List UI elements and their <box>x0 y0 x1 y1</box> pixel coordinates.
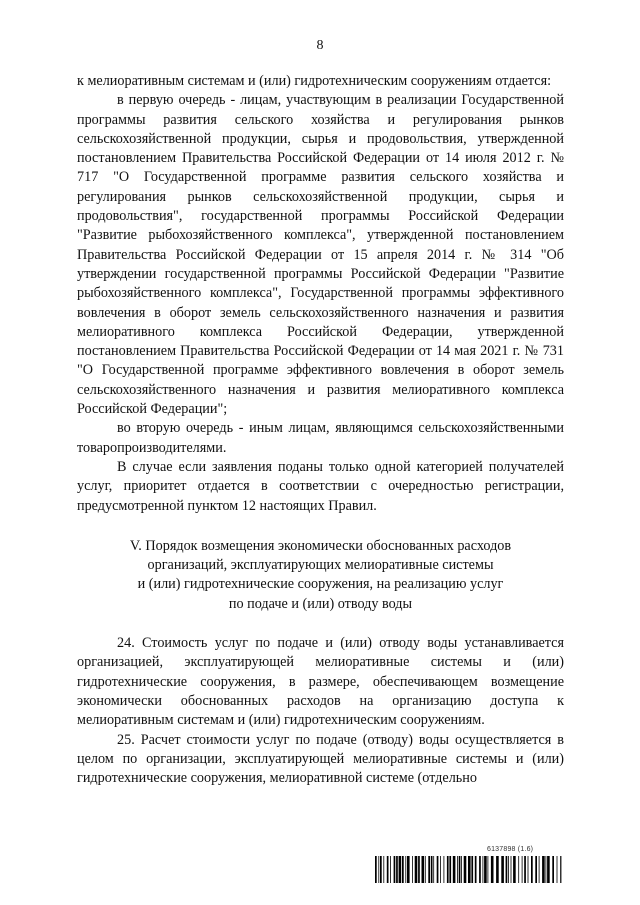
barcode-bar <box>431 856 433 883</box>
barcode-bar <box>399 856 402 883</box>
paragraph-item-24: 24. Стоимость услуг по подаче и (или) отводу воды устанавливается организацией, эксплуатирующей мелиоративные системы и (или) гидротехнические сооружения, в размере, обеспечивающем возмещение экономически обоснованных расходов на организацию доступа к мелиоративным системам и (или) гидротехническим сооружениям. <box>77 635 564 729</box>
section-heading-line: по подаче и (или) отводу воды <box>228 595 413 612</box>
barcode-bar <box>484 856 487 883</box>
section-heading-line: и (или) гидротехнические сооружения, на реализацию услуг <box>137 576 504 593</box>
barcode-bar <box>488 856 489 883</box>
barcode-bar <box>483 856 484 883</box>
paragraph-first-priority: в первую очередь - лицам, участвующим в реализации Государственной программы развития сельского хозяйства и регулирования рынков сельскохозяйственной продукции, сырья и продовольствия, утвержденной постановлением Правительства Российской Федерации от 14 июля 2012 г. № 717 "О Государственной программе развития сельского хозяйства и регулирования рынков сельскохозяйственной продукции, сырья и продовольствия", государственной программы Российской Федерации "Развитие рыбохозяйственного комплекса", утвержденной постановлением Правительства Российской Федерации от 15 апреля 2014 г. № 314 "Об утверждении государственной программы Российской Федерации "Развитие рыбохозяйственного комплекса", Государственной программы эффективного вовлечения в оборот земель сельскохозяйственного назначения и развития мелиоративного комплекса Российской Федерации, утвержденной постановлением Правительства Российской Федерации от 14 мая 2021 г. № 731 "О Государственной программе эффективного вовлечения в оборот земель сельскохозяйственного назначения и развития мелиоративного комплекса Российской Федерации"; <box>77 92 564 418</box>
barcode-bar <box>511 856 512 883</box>
barcode-bar <box>387 856 389 883</box>
paragraph-second-priority: во вторую очередь - иным лицам, являющимся сельскохозяйственными товаропроизводителями. <box>77 420 564 456</box>
barcode-bar <box>437 856 439 883</box>
barcode-bar <box>412 856 413 883</box>
barcode-bar <box>506 856 508 883</box>
barcode-bar <box>447 856 449 883</box>
barcode-bar <box>560 856 561 883</box>
barcode-bar <box>531 856 533 883</box>
barcode-bar <box>433 856 434 883</box>
barcode-bar <box>405 856 406 883</box>
barcode-bar <box>383 856 384 883</box>
barcode-bar <box>524 856 526 883</box>
barcode-bar <box>402 856 404 883</box>
barcode-bar <box>415 856 418 883</box>
barcode-bar <box>552 856 554 883</box>
barcode-bar <box>496 856 499 883</box>
barcode-bar <box>449 856 451 883</box>
paragraph-item-25: 25. Расчет стоимости услуг по подаче (отводу) воды осуществляется в целом по организации, эксплуатирующей мелиоративные системы и (или) гидротехнические сооружения, мелиоративной системе (отдельно <box>77 731 564 787</box>
page-number: 8 <box>316 38 324 53</box>
barcode-bar <box>390 856 391 883</box>
barcode-image <box>375 856 562 883</box>
barcode-bar <box>375 856 377 883</box>
barcode-bar <box>453 856 456 883</box>
paragraph-continuation: к мелиоративным системам и (или) гидротехническим сооружениям отдается: <box>77 73 552 89</box>
barcode-bar <box>464 856 467 883</box>
barcode-bar <box>468 856 471 883</box>
barcode-bar <box>479 856 481 883</box>
barcode-bar <box>471 856 473 883</box>
barcode-bar <box>418 856 420 883</box>
barcode-bar <box>440 856 441 883</box>
barcode-bar <box>378 856 379 883</box>
barcode-bar <box>522 856 523 883</box>
barcode-bar <box>422 856 425 883</box>
barcode-bar <box>557 856 558 883</box>
barcode-bar <box>535 856 537 883</box>
document-body <box>77 72 564 788</box>
barcode-bar <box>491 856 494 883</box>
barcode-bar <box>444 856 445 883</box>
barcode-bar <box>528 856 529 883</box>
barcode-bar <box>459 856 461 883</box>
barcode-bar <box>394 856 396 883</box>
barcode-bar <box>539 856 540 883</box>
barcode-bar <box>457 856 458 883</box>
barcode-bar <box>407 856 410 883</box>
document-code: 6137898 (1.6) <box>487 846 534 853</box>
barcode-bar <box>425 856 426 883</box>
barcode-bar <box>396 856 398 883</box>
section-heading <box>77 537 564 614</box>
barcode-bar <box>546 856 547 883</box>
barcode-bar <box>501 856 504 883</box>
section-heading-line: организаций, эксплуатирующих мелиоративные системы <box>147 557 494 574</box>
barcode-bar <box>428 856 430 883</box>
barcode-bar <box>542 856 545 883</box>
barcode-bar <box>518 856 519 883</box>
barcode-bar <box>508 856 509 883</box>
paragraph-single-category: В случае если заявления поданы только одной категорией получателей услуг, приоритет отдается в соответствии с очередностью регистрации, предусмотренной пунктом 12 настоящих Правил. <box>77 458 564 514</box>
section-heading-line: V. Порядок возмещения экономически обоснованных расходов <box>129 537 512 554</box>
barcode-bar <box>461 856 462 883</box>
barcode-bar <box>513 856 516 883</box>
barcode-bar <box>547 856 550 883</box>
barcode-bar <box>475 856 477 883</box>
barcode-bar <box>380 856 382 883</box>
